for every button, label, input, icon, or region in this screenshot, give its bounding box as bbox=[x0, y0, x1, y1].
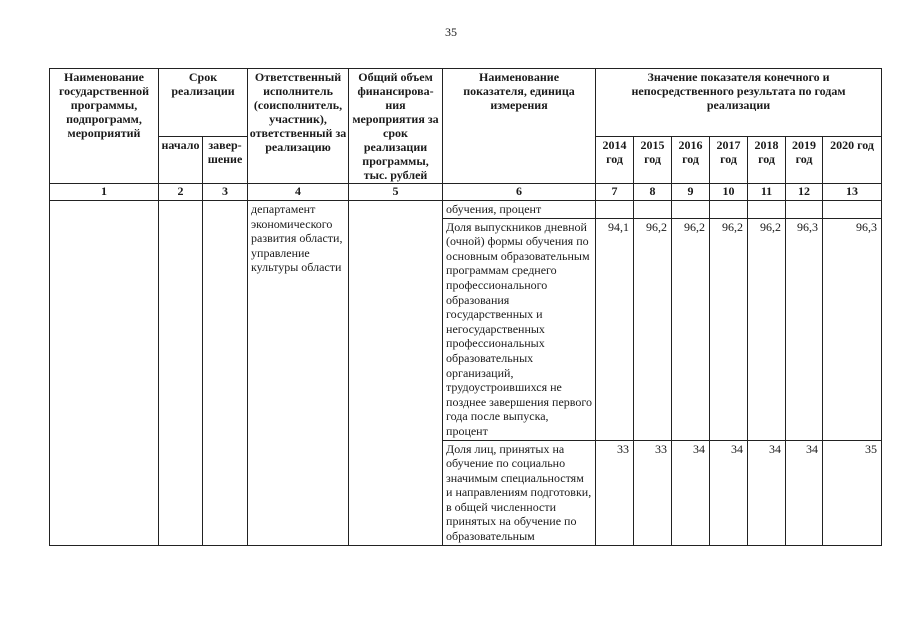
value-cell: 33 bbox=[596, 440, 634, 545]
value-cell: 96,2 bbox=[672, 218, 710, 440]
column-number: 6 bbox=[443, 184, 596, 201]
column-number: 3 bbox=[203, 184, 248, 201]
column-number: 7 bbox=[596, 184, 634, 201]
column-number: 9 bbox=[672, 184, 710, 201]
end-cell bbox=[203, 201, 248, 546]
column-number: 5 bbox=[349, 184, 443, 201]
value-cell: 94,1 bbox=[596, 218, 634, 440]
header-year-2018: 2018 год bbox=[748, 137, 786, 184]
value-cell: 96,2 bbox=[710, 218, 748, 440]
value-cell: 34 bbox=[748, 440, 786, 545]
column-number: 1 bbox=[50, 184, 159, 201]
value-cell bbox=[748, 201, 786, 219]
header-year-2014: 2014 год bbox=[596, 137, 634, 184]
indicator-cell: Доля выпускников дневной (очной) формы обучения по основным образовательным программам среднего профессионального образования государственных и негосударственных профессиональных образовательных организаций, трудоустроившихся не позднее завершения первого года после выпуска, процент bbox=[443, 218, 596, 440]
value-cell bbox=[672, 201, 710, 219]
value-cell bbox=[786, 201, 823, 219]
column-number: 2 bbox=[159, 184, 203, 201]
value-cell bbox=[634, 201, 672, 219]
value-cell: 34 bbox=[710, 440, 748, 545]
value-cell: 35 bbox=[823, 440, 882, 545]
column-number: 12 bbox=[786, 184, 823, 201]
header-indicator: Наименование показателя, единица измерения bbox=[443, 69, 596, 184]
header-year-2019: 2019 год bbox=[786, 137, 823, 184]
header-end: завер-шение bbox=[203, 137, 248, 184]
indicators-table bbox=[49, 68, 882, 546]
column-number: 4 bbox=[248, 184, 349, 201]
header-responsible: Ответственный исполнитель (соисполнитель, участник), ответственный за реализацию bbox=[248, 69, 349, 184]
table-row bbox=[50, 201, 882, 219]
indicator-cell: обучения, процент bbox=[443, 201, 596, 219]
financing-cell bbox=[349, 201, 443, 546]
header-financing: Общий объем финансирова-ния мероприятия за срок реализации программы, тыс. рублей bbox=[349, 69, 443, 184]
value-cell: 96,3 bbox=[786, 218, 823, 440]
column-numbers-row bbox=[50, 184, 882, 201]
start-cell bbox=[159, 201, 203, 546]
header-year-2016: 2016 год bbox=[672, 137, 710, 184]
responsible-cell: департамент экономического развития области, управление культуры области bbox=[248, 201, 349, 546]
header-year-2017: 2017 год bbox=[710, 137, 748, 184]
value-cell bbox=[823, 201, 882, 219]
value-cell bbox=[710, 201, 748, 219]
column-number: 8 bbox=[634, 184, 672, 201]
value-cell: 34 bbox=[786, 440, 823, 545]
value-cell: 96,2 bbox=[634, 218, 672, 440]
page-number: 35 bbox=[445, 25, 457, 39]
value-cell: 33 bbox=[634, 440, 672, 545]
program-name-cell bbox=[50, 201, 159, 546]
header-period: Срок реализации bbox=[159, 69, 248, 137]
header-year-2020: 2020 год bbox=[823, 137, 882, 184]
value-cell: 96,2 bbox=[748, 218, 786, 440]
value-cell bbox=[596, 201, 634, 219]
header-indicator-values: Значение показателя конечного и непосредственного результата по годам реализации bbox=[596, 69, 882, 137]
value-cell: 34 bbox=[672, 440, 710, 545]
header-year-2015: 2015 год bbox=[634, 137, 672, 184]
header-start: начало bbox=[159, 137, 203, 184]
value-cell: 96,3 bbox=[823, 218, 882, 440]
column-number: 10 bbox=[710, 184, 748, 201]
header-program-name: Наименование государственной программы, подпрограмм, мероприятий bbox=[50, 69, 159, 184]
column-number: 13 bbox=[823, 184, 882, 201]
column-number: 11 bbox=[748, 184, 786, 201]
indicator-cell: Доля лиц, принятых на обучение по социально значимым специальностям и направлениям подготовки, в общей численности принятых на обучение по образовательным bbox=[443, 440, 596, 545]
